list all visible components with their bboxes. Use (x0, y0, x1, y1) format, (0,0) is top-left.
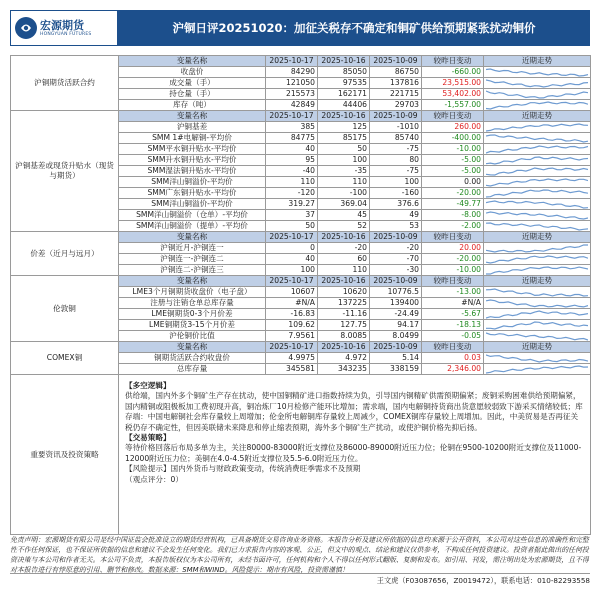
column-header-name: 变量名称 (119, 232, 266, 243)
value-cell: -75 (370, 166, 422, 177)
change-cell: 0.03 (422, 353, 484, 364)
variable-name: LME3个月铜期货收盘价（电子盘） (119, 287, 266, 298)
column-header-d2: 2025-10-16 (318, 276, 370, 287)
change-cell: 53,402.00 (422, 89, 484, 100)
value-cell: 95 (266, 155, 318, 166)
value-cell: 10776.5 (370, 287, 422, 298)
value-cell: 369.04 (318, 199, 370, 210)
trend-sparkline (484, 188, 591, 199)
value-cell: 85050 (318, 67, 370, 78)
value-cell: 385 (266, 122, 318, 133)
column-header-d1: 2025-10-17 (266, 111, 318, 122)
value-cell: 5.14 (370, 353, 422, 364)
trend-sparkline (484, 100, 591, 111)
change-cell: -2.00 (422, 221, 484, 232)
section-label: 价差（近月与远月） (11, 232, 119, 276)
trend-sparkline (484, 89, 591, 100)
news-paragraph: 【多空逻辑】 (125, 381, 171, 390)
section-label: 沪铜期货活跃合约 (11, 56, 119, 111)
column-header-trend: 近期走势 (484, 276, 591, 287)
value-cell: 100 (370, 177, 422, 188)
value-cell: -16.83 (266, 309, 318, 320)
value-cell: 8.0085 (318, 331, 370, 342)
change-cell: 23,515.00 (422, 78, 484, 89)
value-cell: 338159 (370, 364, 422, 375)
trend-sparkline (484, 78, 591, 89)
value-cell: 44406 (318, 100, 370, 111)
column-header-name: 变量名称 (119, 56, 266, 67)
value-cell: 85740 (370, 133, 422, 144)
value-cell: 121050 (266, 78, 318, 89)
value-cell: 50 (318, 144, 370, 155)
column-header-trend: 近期走势 (484, 56, 591, 67)
value-cell: -11.16 (318, 309, 370, 320)
section-label: COMEX铜 (11, 342, 119, 375)
trend-sparkline (484, 320, 591, 331)
section-label: 沪铜基差或现货升贴水（现货与期货） (11, 111, 119, 232)
change-cell: 20.00 (422, 243, 484, 254)
trend-sparkline (484, 309, 591, 320)
column-header-change: 较昨日变动 (422, 232, 484, 243)
column-header-d3: 2025-10-09 (370, 111, 422, 122)
value-cell: 215573 (266, 89, 318, 100)
change-cell: -1,557.00 (422, 100, 484, 111)
value-cell: 110 (266, 177, 318, 188)
value-cell: #N/A (266, 298, 318, 309)
value-cell: -35 (318, 166, 370, 177)
value-cell: 319.27 (266, 199, 318, 210)
column-header-trend: 近期走势 (484, 111, 591, 122)
trend-sparkline (484, 364, 591, 375)
variable-name: 总库存量 (119, 364, 266, 375)
change-cell: -8.00 (422, 210, 484, 221)
change-cell: 2,346.00 (422, 364, 484, 375)
news-paragraph: 【风险提示】国内外货币与财政政策变动，传统消费旺季需求不及预期 (125, 464, 361, 474)
news-paragraph: （观点评分：0） (125, 474, 183, 484)
value-cell: 7.9561 (266, 331, 318, 342)
value-cell: 343235 (318, 364, 370, 375)
value-cell: 109.62 (266, 320, 318, 331)
news-paragraph: 【交易策略】 (125, 433, 171, 443)
trend-sparkline (484, 331, 591, 342)
value-cell: -100 (318, 188, 370, 199)
news-paragraph: 等待价格回落后布局多单为主，关注80000-83000附近支撑位及86000-89000附近压力位；伦铜在9500-10200附近支撑位及11000-12000附近压力位；美铜在4.0-4.5附近支撑位及5.5-6.0附近压力位。 (125, 443, 582, 463)
variable-name: 沪铜连一-沪铜连二 (119, 254, 266, 265)
value-cell: 94.17 (370, 320, 422, 331)
value-cell: 53 (370, 221, 422, 232)
value-cell: 84775 (266, 133, 318, 144)
column-header-change: 较昨日变动 (422, 111, 484, 122)
trend-sparkline (484, 155, 591, 166)
trend-sparkline (484, 287, 591, 298)
value-cell: 29703 (370, 100, 422, 111)
value-cell: 10607 (266, 287, 318, 298)
column-header-name: 变量名称 (119, 111, 266, 122)
news-content (119, 375, 591, 535)
variable-name: 注册与注销仓单总库存量 (119, 298, 266, 309)
variable-name: SMM洋山铜溢价（提单）-平均价 (119, 221, 266, 232)
value-cell: 60 (318, 254, 370, 265)
variable-name: SMM升水铜升贴水-平均价 (119, 155, 266, 166)
variable-name: SMM洋山铜溢价-平均价 (119, 177, 266, 188)
column-header-change: 较昨日变动 (422, 342, 484, 353)
value-cell: 345581 (266, 364, 318, 375)
trend-sparkline (484, 243, 591, 254)
column-header-d3: 2025-10-09 (370, 232, 422, 243)
trend-sparkline (484, 254, 591, 265)
column-header-d1: 2025-10-17 (266, 276, 318, 287)
change-cell: -10.00 (422, 265, 484, 276)
value-cell: -24.49 (370, 309, 422, 320)
value-cell: 4.9975 (266, 353, 318, 364)
trend-sparkline (484, 67, 591, 78)
value-cell: -20 (318, 243, 370, 254)
trend-sparkline (484, 177, 591, 188)
column-header-d1: 2025-10-17 (266, 232, 318, 243)
value-cell: 49 (370, 210, 422, 221)
variable-name: 沪铜近月-沪铜连一 (119, 243, 266, 254)
change-cell: -10.00 (422, 144, 484, 155)
change-cell: -18.13 (422, 320, 484, 331)
column-header-name: 变量名称 (119, 342, 266, 353)
column-header-trend: 近期走势 (484, 342, 591, 353)
change-cell: 260.00 (422, 122, 484, 133)
value-cell: 97535 (318, 78, 370, 89)
column-header-name: 变量名称 (119, 276, 266, 287)
value-cell: 50 (266, 221, 318, 232)
value-cell: 137816 (370, 78, 422, 89)
change-cell: -5.67 (422, 309, 484, 320)
variable-name: 持仓量（手） (119, 89, 266, 100)
logo-text-en: HONGYUAN FUTURES (40, 32, 92, 37)
change-cell: -20.00 (422, 188, 484, 199)
variable-name: 沪铜基差 (119, 122, 266, 133)
variable-name: 沪伦铜价比值 (119, 331, 266, 342)
value-cell: 84290 (266, 67, 318, 78)
column-header-d3: 2025-10-09 (370, 342, 422, 353)
change-cell: #N/A (422, 298, 484, 309)
column-header-trend: 近期走势 (484, 232, 591, 243)
value-cell: 125 (318, 122, 370, 133)
trend-sparkline (484, 166, 591, 177)
column-header-d3: 2025-10-09 (370, 276, 422, 287)
value-cell: 110 (318, 177, 370, 188)
change-cell: -49.77 (422, 199, 484, 210)
report-header (10, 10, 590, 46)
value-cell: -30 (370, 265, 422, 276)
change-cell: -5.00 (422, 155, 484, 166)
author-contact: 王文虎（F03087656，Z0019472），联系电话：010-82293558 (10, 573, 590, 585)
value-cell: 162171 (318, 89, 370, 100)
logo-text-cn: 宏源期货 (40, 19, 84, 32)
data-table (10, 55, 591, 535)
column-header-d2: 2025-10-16 (318, 232, 370, 243)
column-header-change: 较昨日变动 (422, 276, 484, 287)
value-cell: -40 (266, 166, 318, 177)
value-cell: -20 (370, 243, 422, 254)
value-cell: 8.0499 (370, 331, 422, 342)
company-logo (10, 10, 118, 46)
variable-name: LME铜期货3-15个月价差 (119, 320, 266, 331)
column-header-d1: 2025-10-17 (266, 342, 318, 353)
column-header-d1: 2025-10-17 (266, 56, 318, 67)
news-row (11, 375, 591, 535)
table-header-row (11, 342, 591, 353)
variable-name: 库存（吨） (119, 100, 266, 111)
section-label: 伦敦铜 (11, 276, 119, 342)
value-cell: 42849 (266, 100, 318, 111)
value-cell: -1010 (370, 122, 422, 133)
disclaimer-text: 免责声明：宏源期货有限公司是经中国证监会批准设立的期货经营机构，已具备期货交易咨询业务资格。本报告分析及建议所依据的信息均来源于公开资料，本公司对这些信息的准确性和完整性不作任何保证，也不保证所依据的信息和建议不会发生任何变化。我们已力求报告内容的客观、公正，但文中的观点、结论和建议仅供参考，不构成任何投资建议。投资者据此做出的任何投资决策与本公司和作者无关。本公司不负责，本报告版权仅为本公司所有，未经书面许可，任何机构和个人不得以任何形式翻版、复制和发布。如引用、刊发，需注明出处为宏源期货，且不得对本报告进行有悖原意的引用、删节和修改。数据来源：SMM和WIND。风险提示：期市有风险，投资需谨慎！ (10, 536, 589, 574)
column-header-change: 较昨日变动 (422, 56, 484, 67)
trend-sparkline (484, 133, 591, 144)
trend-sparkline (484, 144, 591, 155)
variable-name: SMM平水铜升贴水-平均价 (119, 144, 266, 155)
value-cell: 100 (318, 155, 370, 166)
value-cell: 10620 (318, 287, 370, 298)
trend-sparkline (484, 298, 591, 309)
value-cell: 0 (266, 243, 318, 254)
value-cell: -75 (370, 144, 422, 155)
value-cell: 85175 (318, 133, 370, 144)
variable-name: SMM广东铜升贴水-平均价 (119, 188, 266, 199)
variable-name: 成交量（手） (119, 78, 266, 89)
table-header-row (11, 111, 591, 122)
value-cell: 80 (370, 155, 422, 166)
change-cell: -13.00 (422, 287, 484, 298)
table-header-row (11, 56, 591, 67)
variable-name: 铜期货活跃合约收盘价 (119, 353, 266, 364)
variable-name: 沪铜连二-沪铜连三 (119, 265, 266, 276)
trend-sparkline (484, 199, 591, 210)
table-header-row (11, 232, 591, 243)
value-cell: -70 (370, 254, 422, 265)
change-cell: -660.00 (422, 67, 484, 78)
change-cell: -20.00 (422, 254, 484, 265)
change-cell: 0.00 (422, 177, 484, 188)
column-header-d3: 2025-10-09 (370, 56, 422, 67)
value-cell: 40 (266, 254, 318, 265)
trend-sparkline (484, 210, 591, 221)
value-cell: 100 (266, 265, 318, 276)
trend-sparkline (484, 221, 591, 232)
change-cell: -5.00 (422, 166, 484, 177)
value-cell: 37 (266, 210, 318, 221)
variable-name: SMM洋山铜溢价-平均价 (119, 199, 266, 210)
variable-name: LME铜期货0-3个月价差 (119, 309, 266, 320)
table-header-row (11, 276, 591, 287)
change-cell: -400.00 (422, 133, 484, 144)
value-cell: 137225 (318, 298, 370, 309)
column-header-d2: 2025-10-16 (318, 56, 370, 67)
variable-name: 收盘价 (119, 67, 266, 78)
value-cell: 110 (318, 265, 370, 276)
column-header-d2: 2025-10-16 (318, 342, 370, 353)
value-cell: 221715 (370, 89, 422, 100)
variable-name: SMM湿法铜升贴水-平均价 (119, 166, 266, 177)
variable-name: SMM 1#电解铜-平均价 (119, 133, 266, 144)
variable-name: SMM洋山铜溢价（仓单）-平均价 (119, 210, 266, 221)
value-cell: 40 (266, 144, 318, 155)
report-title: 沪铜日评20251020：加征关税存不确定和铜矿供给预期紧张扰动铜价 (172, 21, 536, 35)
change-cell: -0.05 (422, 331, 484, 342)
value-cell: 127.75 (318, 320, 370, 331)
value-cell: 139400 (370, 298, 422, 309)
value-cell: -120 (266, 188, 318, 199)
value-cell: 376.6 (370, 199, 422, 210)
column-header-d2: 2025-10-16 (318, 111, 370, 122)
value-cell: 86750 (370, 67, 422, 78)
trend-sparkline (484, 353, 591, 364)
news-section-label: 重要资讯及投资策略 (11, 375, 119, 535)
value-cell: 52 (318, 221, 370, 232)
value-cell: -160 (370, 188, 422, 199)
trend-sparkline (484, 265, 591, 276)
trend-sparkline (484, 122, 591, 133)
value-cell: 4.972 (318, 353, 370, 364)
logo-emblem-icon (15, 17, 37, 39)
value-cell: 45 (318, 210, 370, 221)
news-paragraph: 供给端，国内外多个铜矿生产存在扰动，使中国铜精矿进口指数持续为负，引导国内铜精矿供需预期偏紧；废铜采购困难供给预期偏紧，国内精铜或阻极板加工费初现升高，铜冶炼厂10月检修产能环比增加；需求端，国内电解铜持货商出货意愿较弱致下游采买情绪较低；库存端：中国电解铜社会库存量较上周增加；伦金所电解铜库存量较上周减少，COMEX铜库存量较上周增加。因此，中美贸易是否再征关税仍存不确定性，但因美联储未来降息和停止缩表预期，海外多个铜矿生产扰动，或使沪铜价格先抑后扬。 (125, 391, 583, 432)
